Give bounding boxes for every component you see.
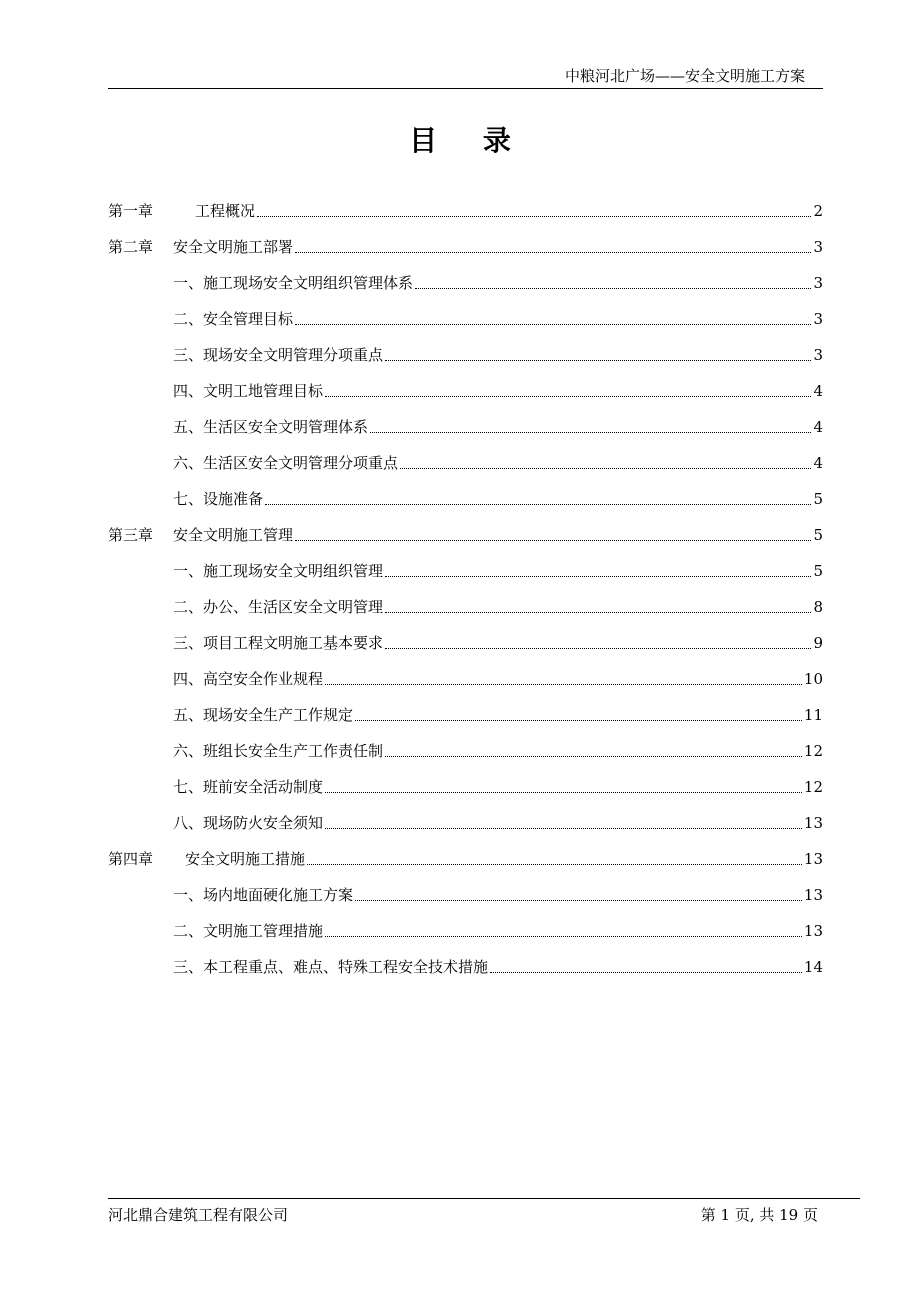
toc-entry-section[interactable] [173,654,823,690]
toc-page-number: 4 [813,454,823,472]
toc-page-number: 14 [803,958,823,976]
toc-dot-leader [295,324,811,325]
toc-page-number: 2 [813,202,823,220]
toc-entry-section[interactable] [173,330,823,366]
toc-entry-section[interactable] [173,906,823,942]
toc-entry-label: 六、班组长安全生产工作责任制 [173,742,384,760]
toc-page-number: 12 [803,742,823,760]
toc-entry-section[interactable] [173,294,823,330]
toc-page-number: 4 [813,382,823,400]
toc-entry-label: 一、场内地面硬化施工方案 [173,886,354,904]
toc-entry-label: 五、现场安全生产工作规定 [173,706,354,724]
toc-entry-label: 二、文明施工管理措施 [173,922,324,940]
toc-page-number: 4 [813,418,823,436]
toc-dot-leader [385,756,802,757]
toc-entry-label: 六、生活区安全文明管理分项重点 [173,454,399,472]
toc-dot-leader [295,540,811,541]
toc-entry-section[interactable] [173,546,823,582]
toc-entry-label: 四、高空安全作业规程 [173,670,324,688]
toc-entry-label: 二、办公、生活区安全文明管理 [173,598,384,616]
header-title: 中粮河北广场——安全文明施工方案 [564,67,805,85]
toc-page-number: 9 [813,634,823,652]
toc-chapter-number: 第三章 [108,526,154,544]
toc-page-number: 8 [813,598,823,616]
toc-entry-section[interactable] [173,474,823,510]
toc-entry-section[interactable] [173,582,823,618]
toc-dot-leader [355,900,802,901]
toc-dot-leader [325,936,802,937]
toc-page-number: 3 [813,274,823,292]
toc-dot-leader [370,432,811,433]
toc-page-number: 13 [803,814,823,832]
toc-dot-leader [385,576,811,577]
toc-entry-label: 八、现场防火安全须知 [173,814,324,832]
toc-page-number: 13 [803,886,823,904]
toc-dot-leader [325,828,802,829]
toc-entry-section[interactable] [173,402,823,438]
toc-entry-label: 安全文明施工措施 [185,850,306,868]
toc-dot-leader [385,360,811,361]
toc-entry-chapter-2[interactable] [108,222,823,258]
toc-entry-section[interactable] [173,366,823,402]
toc-dot-leader [325,684,802,685]
toc-page-number: 3 [813,310,823,328]
toc-entry-label: 三、项目工程文明施工基本要求 [173,634,384,652]
toc-dot-leader [265,504,811,505]
toc-page-number: 5 [813,490,823,508]
toc-page-number: 13 [803,850,823,868]
toc-entry-label: 一、施工现场安全文明组织管理体系 [173,274,414,292]
toc-dot-leader [490,972,802,973]
toc-dot-leader [295,252,811,253]
toc-page-number: 11 [803,706,823,724]
footer-page-indicator: 第 1 页, 共 19 页 [700,1206,818,1224]
toc-entry-label: 安全文明施工管理 [173,526,294,544]
toc-entry-section[interactable] [173,870,823,906]
toc-dot-leader [355,720,802,721]
page-footer [108,1198,860,1224]
toc-page-number: 5 [813,526,823,544]
toc-entry-label: 五、生活区安全文明管理体系 [173,418,369,436]
toc-entry-section[interactable] [173,258,823,294]
toc-dot-leader [325,396,811,397]
toc-entry-chapter-1[interactable] [108,186,823,222]
toc-entry-label: 二、安全管理目标 [173,310,294,328]
toc-entry-section[interactable] [173,942,823,978]
toc-entry-chapter-4[interactable] [108,834,823,870]
toc-page-number: 3 [813,238,823,256]
toc-dot-leader [385,648,811,649]
toc-entry-section[interactable] [173,690,823,726]
toc-page-number: 10 [803,670,823,688]
toc-page-number: 12 [803,778,823,796]
toc-chapter-number: 第四章 [108,850,154,868]
toc-dot-leader [325,792,802,793]
toc-entry-section[interactable] [173,762,823,798]
toc-dot-leader [415,288,811,289]
toc-dot-leader [385,612,811,613]
toc-dot-leader [400,468,811,469]
toc-entry-label: 三、现场安全文明管理分项重点 [173,346,384,364]
footer-company-name: 河北鼎合建筑工程有限公司 [108,1206,289,1224]
toc-dot-leader [307,864,802,865]
toc-entry-section[interactable] [173,618,823,654]
toc-entry-section[interactable] [173,798,823,834]
toc-title: 目 录 [409,124,529,157]
toc-page-number: 3 [813,346,823,364]
toc-entry-chapter-3[interactable] [108,510,823,546]
toc-entry-label: 三、本工程重点、难点、特殊工程安全技术措施 [173,958,489,976]
toc-entry-label: 工程概况 [195,202,256,220]
page-header [108,66,823,89]
toc-entry-label: 七、设施准备 [173,490,264,508]
toc-entry-label: 一、施工现场安全文明组织管理 [173,562,384,580]
toc-entry-label: 四、文明工地管理目标 [173,382,324,400]
toc-entry-section[interactable] [173,726,823,762]
toc-page-number: 13 [803,922,823,940]
toc-chapter-number: 第二章 [108,238,154,256]
toc-chapter-number: 第一章 [108,202,154,220]
toc-page-number: 5 [813,562,823,580]
toc-entry-section[interactable] [173,438,823,474]
toc-entry-label: 安全文明施工部署 [173,238,294,256]
toc-entry-label: 七、班前安全活动制度 [173,778,324,796]
toc-dot-leader [257,216,811,217]
